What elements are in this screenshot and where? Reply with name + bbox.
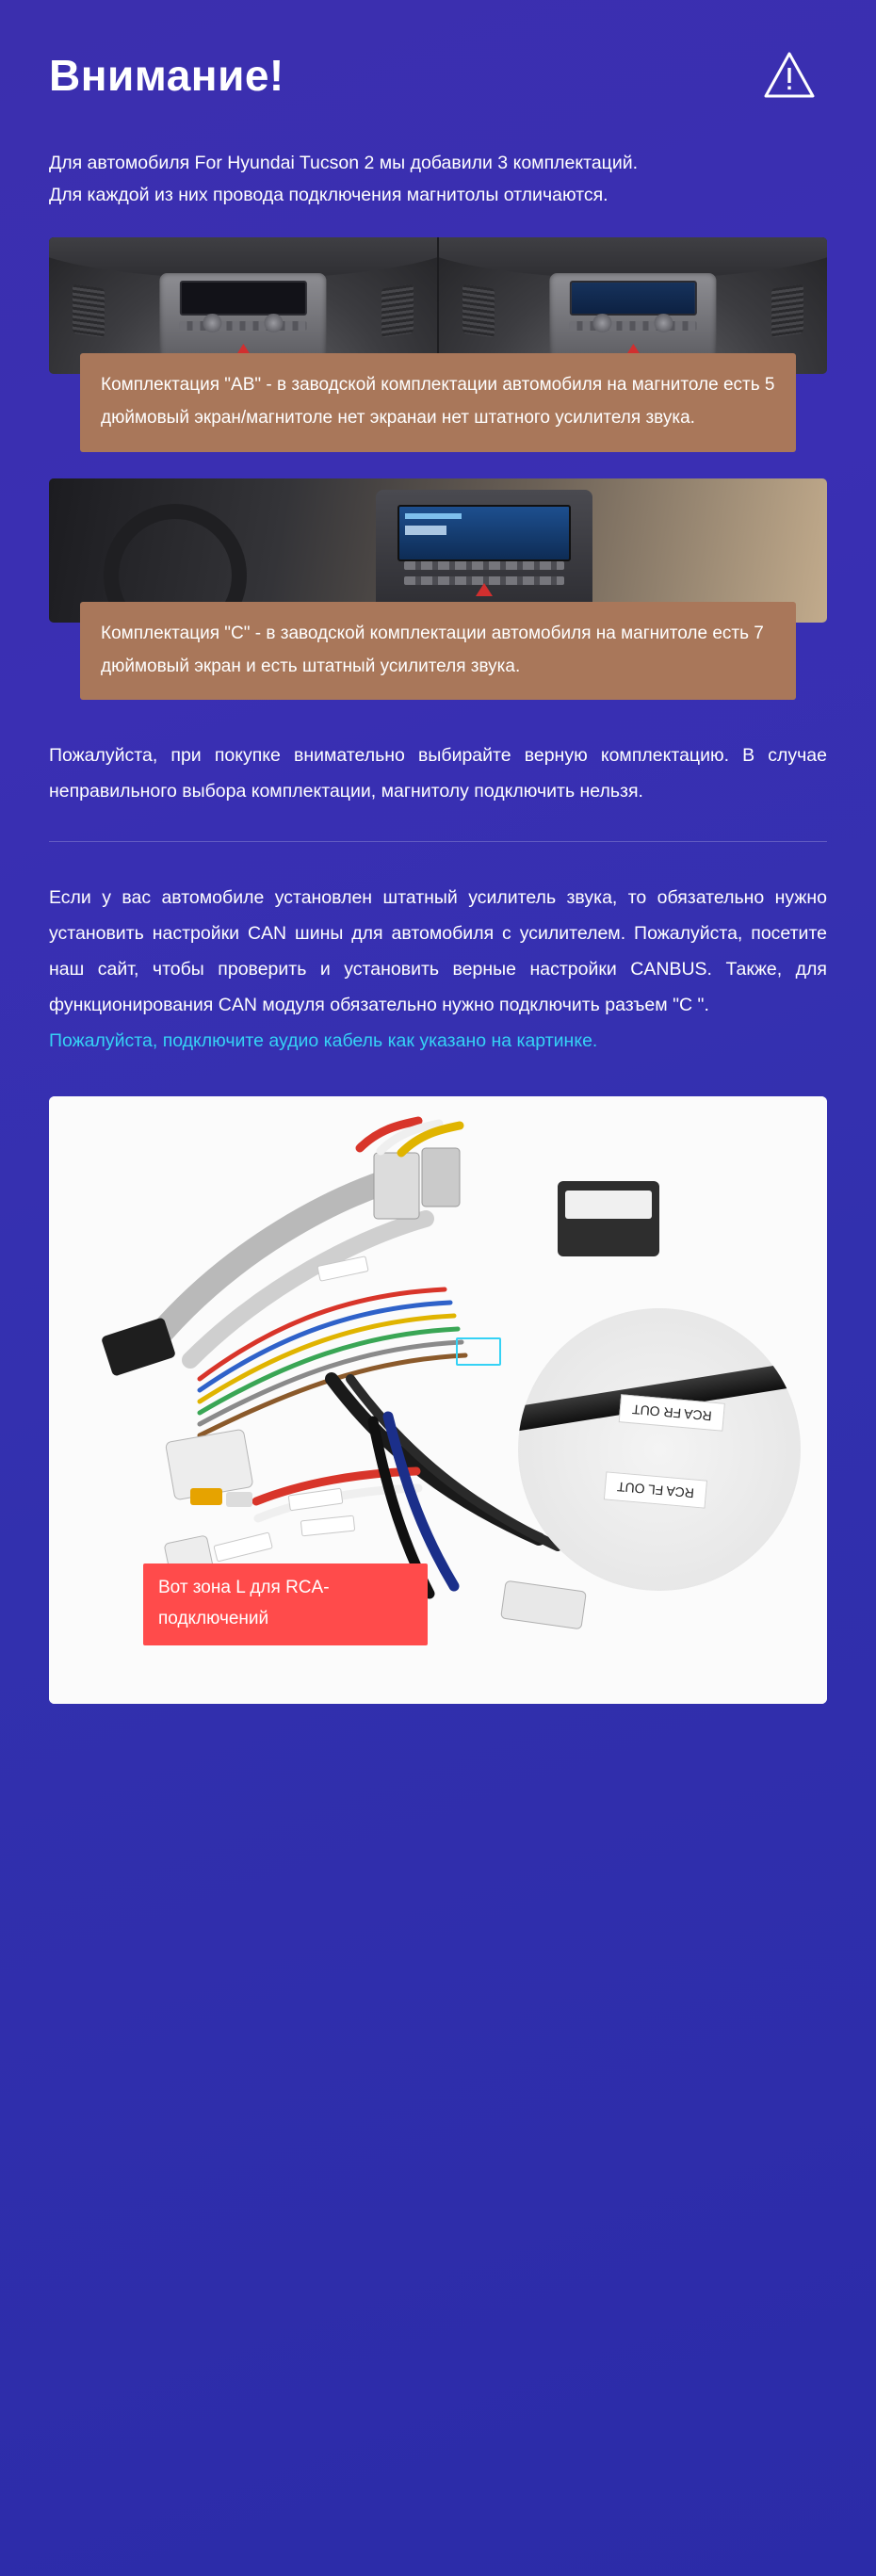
page-header [49,0,827,111]
intro-line-1: Для автомобиля For Hyundai Tucson 2 мы добавили 3 комплектаций. [49,153,639,173]
trim-ab-caption: Комплектация "AB" - в заводской комплектации автомобиля на магнитоле есть 5 дюймовый экран/магнитоле нет экранаи нет штатного усилителя звука. [80,353,796,451]
section-divider [49,841,827,842]
page-title: Внимание! [49,51,284,100]
dashboard-photo-c [49,478,827,623]
intro-text [49,147,827,211]
trim-c-block [49,478,827,700]
rca-zone-highlight [456,1337,501,1366]
trim-c-caption: Комплектация "C" - в заводской комплектации автомобиля на магнитоле есть 7 дюймовый экран и есть штатный усилителя звука. [80,602,796,700]
notice-audio-cable: Пожалуйста, подключите аудио кабель как указано на картинке. [49,1029,598,1051]
trim-ab-block [49,237,827,451]
rca-zoom-inset [518,1308,801,1591]
rca-fl-out-label: RCA FL OUT [604,1471,707,1508]
wiring-harness-card [49,1096,827,1704]
rca-fr-out-label: RCA FR OUT [619,1394,725,1432]
notice-select-correct: Пожалуйста, при покупке внимательно выбирайте верную комплектацию. В случае неправильного выбора комплектации, магнитолу подключить нельзя. [49,744,827,802]
intro-line-2: Для каждой из них провода подключения магнитолы отличаются. [49,185,608,206]
rca-zone-callout: Вот зона L для RCA-подключений [143,1563,428,1645]
notice-canbus: Если у вас автомобиле установлен штатный усилитель звука, то обязательно нужно установить настройки CAN шины для автомобиля с усилителем. Пожалуйста, посетите наш сайт, чтобы проверить и установить верные настройки CANBUS. Также, для функционирования CAN модуля обязательно нужно подключить разъем "C ". [49,886,827,1015]
warning-triangle-icon [763,49,816,102]
